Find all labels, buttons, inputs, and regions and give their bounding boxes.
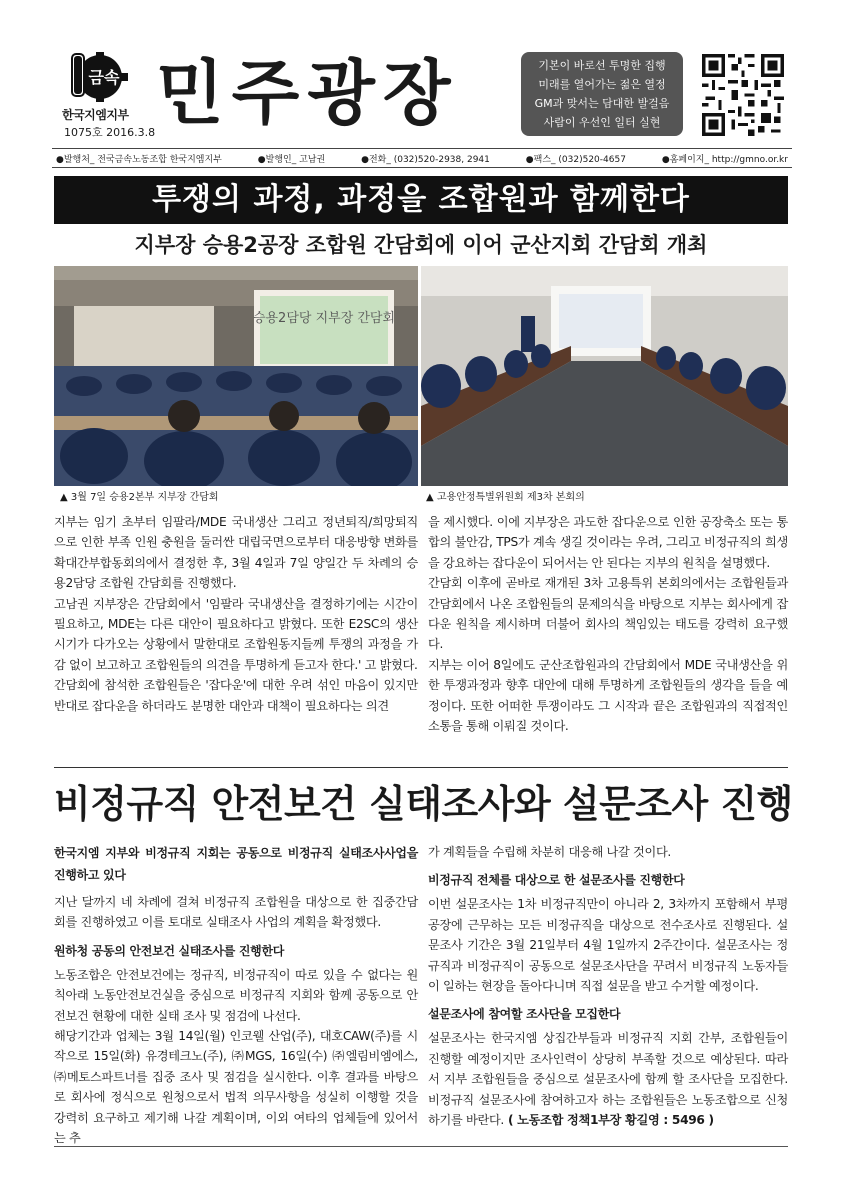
- paragraph: 가 계획들을 수립해 차분히 대응해 나갈 것이다.: [428, 845, 672, 859]
- photo-caption-left: ▲ 3월 7일 승용2본부 지부장 간담회: [60, 492, 219, 503]
- article2-headline: 비정규직 안전보건 실태조사와 설문조사 진행: [54, 782, 793, 826]
- masthead: [52, 48, 792, 144]
- slogan-line: 사람이 우선인 일터 실현: [543, 116, 661, 129]
- section-subheading: 설문조사에 참여할 조사단을 모집한다: [428, 1007, 621, 1022]
- paragraph: 지부는 이어 8일에도 군산조합원과의 간담회에서 MDE 국내생산을 위한 투쟁과정과 향후 대안에 대해 투명하게 조합원들의 생각을 들을 예정이다. 또한 어떠한 투쟁이라도 그 시작과 끝은 조합원과의 직접적인 소통을 통해 이뤄질 것이다.: [428, 657, 788, 734]
- slide-title-line: 승용2담당 지부장 간담회: [252, 311, 396, 326]
- section-subheading: 원하청 공동의 안전보건 실태조사를 진행한다: [54, 943, 285, 958]
- article1-left-column: [54, 512, 418, 716]
- article2-left-column: [54, 842, 418, 1148]
- gear-fist-emblem-icon: [66, 52, 130, 102]
- publication-info-bar: [52, 148, 792, 168]
- issue-number-date: 1075호 2016.3.8: [64, 126, 156, 139]
- org-name: 한국지엠지부: [62, 108, 129, 122]
- union-logo: [62, 52, 156, 142]
- homepage-link[interactable]: ●홈페이지_ http://gmno.or.kr: [661, 154, 788, 165]
- photo-meeting-hall: [54, 266, 418, 486]
- paragraph: [428, 1028, 788, 1130]
- paragraph: 고남권 지부장은 간담회에서 '임팔라 국내생산을 결정하기에는 시간이 필요하고, MDE는 다른 대안이 필요하다고 밝혔다. 또한 E2SC의 생산시기가 다가오는 상황에서 말한대로 조합원동지들께 투쟁의 과정을 가감 없이 보고하고 조합원들의 의견을 투명하게 듣고자 한다.' 고 밝혔다.: [54, 596, 418, 672]
- section-divider: [54, 767, 788, 768]
- paragraph: 해당기간과 업체는 3월 14일(월) 인코웰 산업(주), 대호CAW(주)를 시작으로 15일(화) 유경테크노(주), ㈜MGS, 16일(수) ㈜엘림비엠에스, ㈜메토스파트너를 집중 조사 및 점검을 실시한다. 이후 결과를 바탕으로 회사에 정식으로 원청으로서 법적 의무사항을 성실히 이행할 것을 강력히 요구하고 제기해 나갈 계획이며, 이외 여타의 업체들에 있어서는 추: [54, 1029, 418, 1146]
- section-subheading: 비정규직 전체를 대상으로 한 설문조사를 진행한다: [428, 873, 685, 888]
- slogan-line: 기본이 바로선 투명한 집행: [538, 59, 666, 72]
- photo-committee-meeting: [421, 266, 788, 486]
- paragraph: 노동조합은 안전보건에는 정규직, 비정규직이 따로 있을 수 없다는 원칙아래 노동안전보건실을 중심으로 비정규직 지회와 함께 공동으로 안전보건 현황에 대한 실태 조사 및 점검에 나선다.: [54, 967, 418, 1023]
- article1-right-column: [428, 512, 788, 736]
- svg-text:금속: 금속: [88, 68, 120, 87]
- paragraph: 지난 달까지 네 차례에 걸쳐 비정규직 조합원을 대상으로 한 집중간담회를 진행하였고 이를 토대로 실태조사 사업의 계획을 확정했다.: [54, 895, 418, 930]
- photo-caption-right: ▲ 고용안정특별위원회 제3차 본회의: [426, 492, 585, 503]
- paragraph-text: 설문조사는 한국지엠 상집간부들과 비정규직 지회 간부, 조합원들이 진행할 예정이지만 조사인력이 상당히 부족할 것으로 예상된다. 따라서 지부 조합원들을 중심으로 설문조사에 함께 할 조사단을 모집한다. 비정규직 설문조사에 참여하고자 하는 조합원들은 노동조합으로 신청하기를 바란다.: [428, 1031, 788, 1128]
- qr-code-icon[interactable]: [702, 54, 784, 136]
- phone-info: ●전화_ (032)520-2938, 2941: [361, 154, 490, 165]
- article2-right-column: [428, 842, 788, 1130]
- paragraph: 이번 설문조사는 1차 비정규직만이 아니라 2, 3차까지 포함해서 부평공장에 근무하는 모든 비정규직을 대상으로 전수조사로 진행된다. 설문조사 기간은 3월 21일부터 4월 1일까지 2주간이다. 설문조사는 정규직과 비정규직이 공동으로 설문조사단을 꾸려서 비정규직 노동자들이 일하는 현장을 돌아다니며 직접 설문을 받고 수거할 예정이다.: [428, 897, 788, 994]
- paragraph: 간담회에 참석한 조합원들은 '잡다운'에 대한 우려 섞인 마음이 있지만 반대로 잡다운을 하더라도 분명한 대안과 대책이 필요하다는 의견: [54, 678, 418, 713]
- author-signature: ( 노동조합 정책1부장 황길영 : 5496 ): [504, 1113, 714, 1128]
- fax-info: ●팩스_ (032)520-4657: [525, 154, 626, 165]
- article1-subheadline: 지부장 승용2공장 조합원 간담회에 이어 군산지회 간담회 개최: [134, 233, 708, 257]
- article1-headline: 투쟁의 과정, 과정을 조합원과 함께한다: [54, 176, 788, 224]
- slogan-line: 미래를 열어가는 젊은 열정: [538, 78, 666, 91]
- publisher-info: ●발행처_ 전국금속노동조합 한국지엠지부: [56, 154, 222, 165]
- slogan-line: GM과 맞서는 담대한 발걸음: [534, 97, 670, 110]
- issuer-info: ●발행인_ 고남권: [257, 154, 326, 165]
- article2-lead: 한국지엠 지부와 비정규직 지회는 공동으로 비정규직 실태조사사업을 진행하고 있다: [54, 846, 418, 882]
- newspaper-title: 민주광장: [156, 52, 459, 134]
- paragraph: 을 제시했다. 이에 지부장은 과도한 잡다운으로 인한 공장축소 또는 통합의 불안감, TPS가 계속 생길 것이라는 우려, 그리고 비정규직의 희생을 강요하는 잡다운이 되어서는 안 된다는 지부의 원칙을 설명했다.: [428, 515, 788, 570]
- bottom-divider: [54, 1146, 788, 1147]
- paragraph: 지부는 임기 초부터 임팔라/MDE 국내생산 그리고 정년퇴직/희망퇴직으로 인한 부족 인원 충원을 둘러싼 대립국면으로부터 대응방향 변화를 확대간부합동회의에서 결정한 후, 3월 4일과 7일 양일간 두 차례의 승용2담당 조합원 간담회를 진행했다.: [54, 515, 418, 591]
- paragraph: 간담회 이후에 곧바로 재개된 3차 고용특위 본회의에서는 조합원들과 간담회에서 나온 조합원들의 문제의식을 바탕으로 지부는 회사에게 잡다운 원칙을 제시하며 더불어 회사의 책임있는 태도를 강력히 요구했다.: [428, 576, 788, 652]
- slogan-box: [521, 52, 683, 136]
